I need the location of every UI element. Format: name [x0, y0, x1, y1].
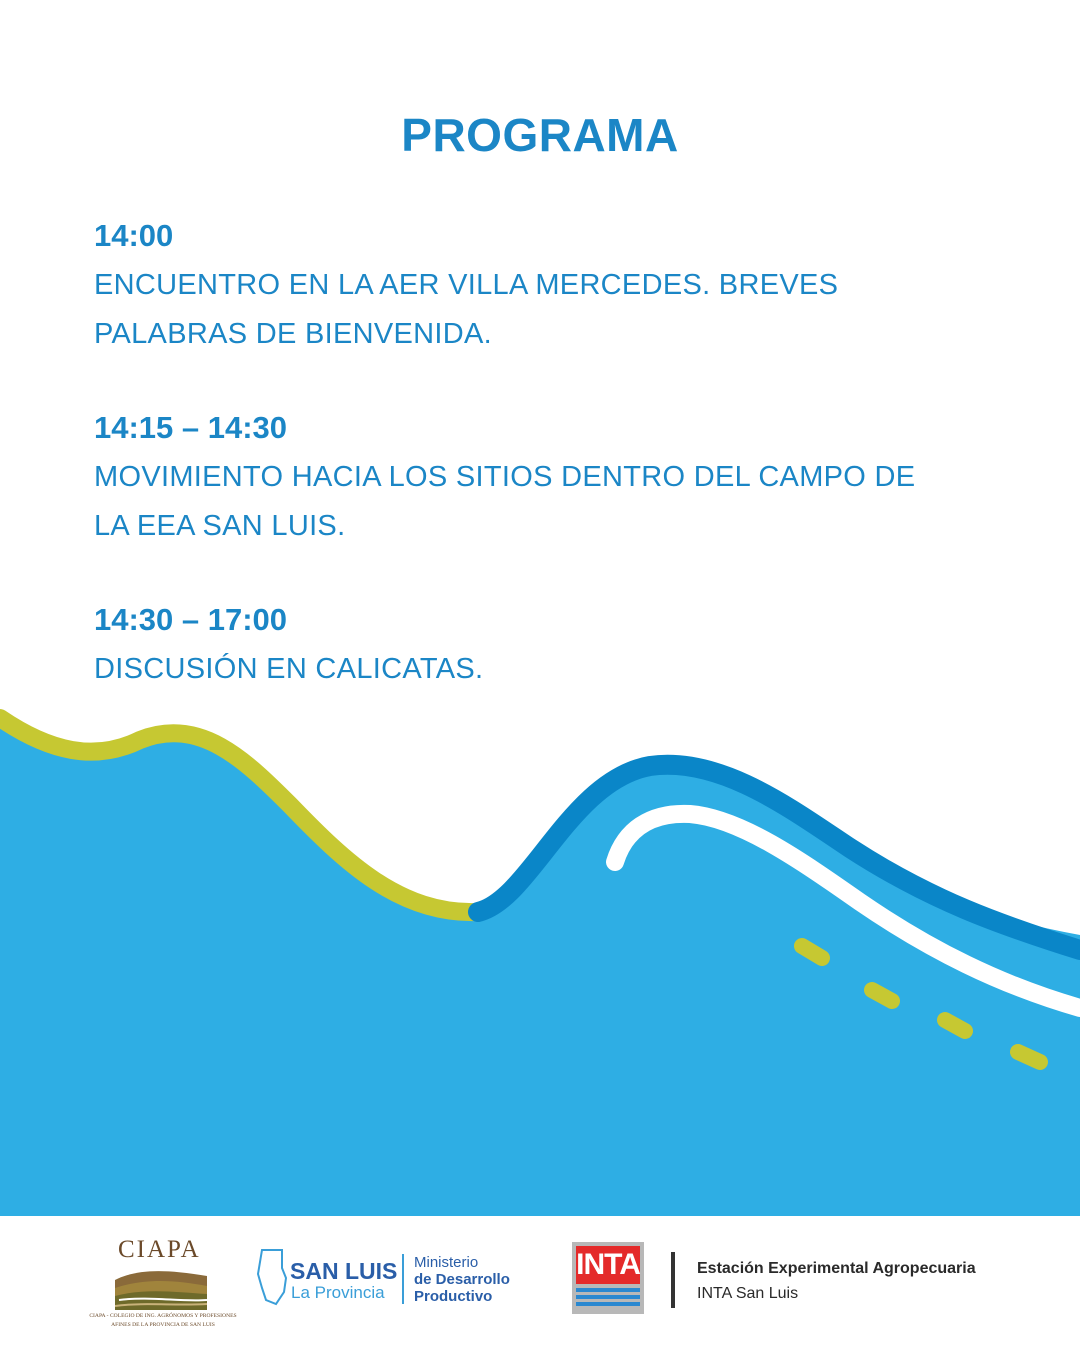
ministry-name [414, 1254, 510, 1305]
san-luis-subtitle: La Provincia [291, 1283, 385, 1302]
road-dash [802, 946, 822, 958]
ciapa-landscape-icon [115, 1266, 207, 1310]
footer-divider [671, 1252, 675, 1308]
ministry-line-1: Ministerio [414, 1254, 479, 1271]
sky-blue-hill [0, 718, 1080, 1230]
san-luis-logo [256, 1248, 536, 1308]
schedule-time: 14:00 [94, 218, 174, 253]
road-dash [945, 1020, 965, 1031]
road-dash [1018, 1052, 1040, 1062]
schedule-time: 14:30 – 17:00 [94, 602, 288, 637]
ministry-line-2: de Desarrollo [414, 1271, 510, 1288]
san-luis-title: SAN LUIS [290, 1258, 398, 1284]
ciapa-subtitle: CIAPA - COLEGIO DE ING. AGRÓNOMOS Y PROFESIONES AFINES DE LA PROVINCIA DE SAN LUIS [89, 1313, 237, 1328]
san-luis-map-icon [256, 1248, 288, 1306]
inta-logo-text: INTA [576, 1246, 640, 1284]
road-dash [872, 990, 892, 1001]
page-title: PROGRAMA [401, 109, 679, 161]
ministry-line-3: Productivo [414, 1288, 493, 1305]
inta-logo [572, 1242, 644, 1314]
station-line-1: Estación Experimental Agropecuaria [697, 1260, 976, 1277]
station-line-2: INTA San Luis [697, 1285, 799, 1302]
schedule-description: DISCUSIÓN EN CALICATAS. [94, 653, 484, 685]
ciapa-name: CIAPA [118, 1236, 201, 1263]
inta-logo-stripes [576, 1288, 640, 1309]
schedule-description: ENCUENTRO EN LA AER VILLA MERCEDES. BREVES PALABRAS DE BIENVENIDA. [94, 269, 839, 350]
footer-logos [0, 1216, 1080, 1350]
station-name [697, 1256, 976, 1306]
schedule-description: MOVIMIENTO HACIA LOS SITIOS DENTRO DEL CAMPO DE LA EEA SAN LUIS. [94, 461, 916, 542]
san-luis-separator [402, 1254, 404, 1304]
schedule-time: 14:15 – 14:30 [94, 410, 288, 445]
